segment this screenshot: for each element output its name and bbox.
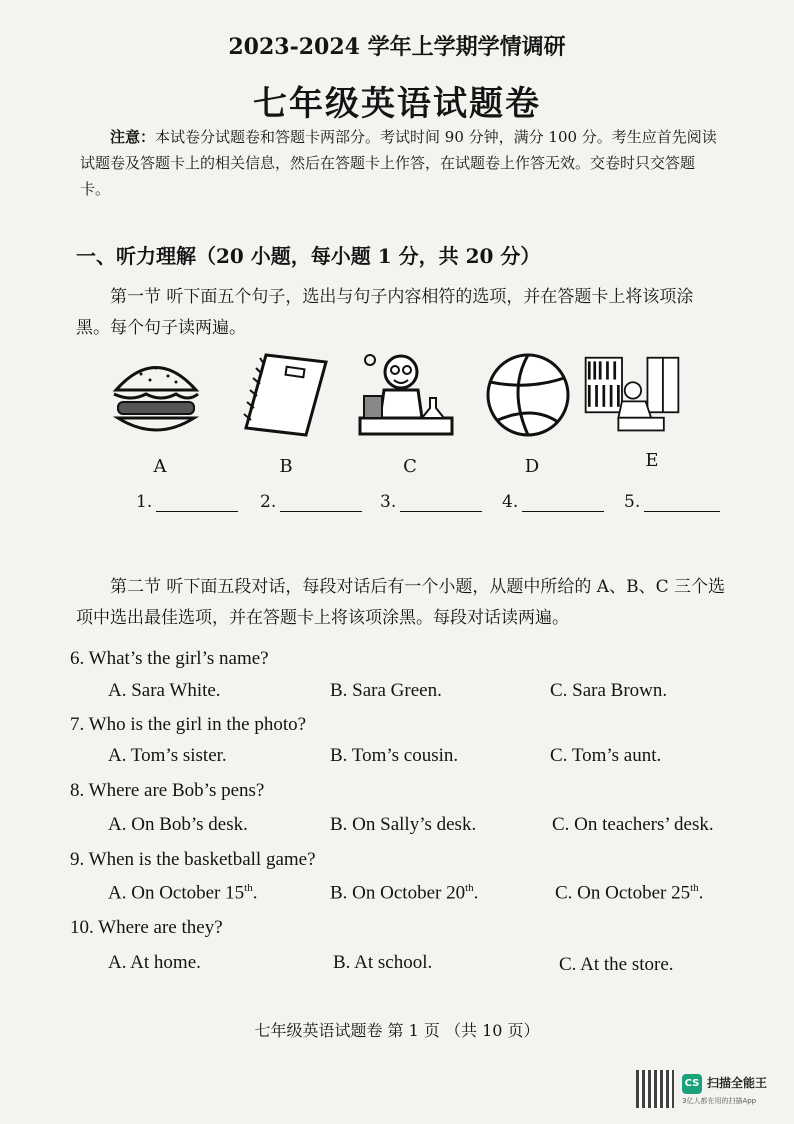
qr-code-icon xyxy=(636,1070,674,1108)
option-c: C. Sara Brown. xyxy=(550,680,668,701)
question-stem: 9. When is the basketball game? xyxy=(70,849,316,870)
notice-text: 本试卷分试题卷和答题卡两部分。考试时间 90 分钟，满分 100 分。考生应首先阅读试题卷及答题卡上的相关信息，然后在答题卡上作答，在试题卷上作答无效。交卷时只交答题卡。 xyxy=(80,128,717,198)
exam-title-main: 七年级英语试题卷 xyxy=(253,84,541,124)
option-a: A. At home. xyxy=(108,952,201,973)
picture-label-a: A xyxy=(153,456,167,477)
answer-blank: 2. xyxy=(260,492,362,512)
option-b: B. Tom’s cousin. xyxy=(330,745,459,766)
camscanner-logo-icon: CS xyxy=(682,1074,702,1094)
question-stem: 7. Who is the girl in the photo? xyxy=(70,714,307,735)
hamburger-icon xyxy=(106,350,206,440)
picture-label-b: B xyxy=(279,456,293,477)
option-c: C. Tom’s aunt. xyxy=(550,745,662,766)
answer-blank: 1. xyxy=(136,492,238,512)
notice-paragraph xyxy=(80,124,720,202)
question-stem: 6. What’s the girl’s name? xyxy=(70,648,269,669)
option-a: A. Tom’s sister. xyxy=(108,745,227,766)
scientist-icon xyxy=(356,350,456,440)
option-c: C. On teachers’ desk. xyxy=(552,814,714,835)
part1-instruction: 第一节 听下面五个句子，选出与句子内容相符的选项，并在答题卡上将该项涂黑。每个句子读两遍。 xyxy=(76,287,694,338)
section-listening-title: 一、听力理解（20 小题，每小题 1 分，共 20 分） xyxy=(76,244,541,268)
question-stem: 8. Where are Bob’s pens? xyxy=(70,780,265,801)
page-footer: 七年级英语试题卷 第 1 页 （共 10 页） xyxy=(254,1021,540,1040)
option-a: A. On October 15th. xyxy=(108,882,258,904)
answer-blank: 4. xyxy=(502,492,604,512)
answer-blank: 5. xyxy=(624,492,720,512)
answer-blank: 3. xyxy=(380,492,482,512)
part2-instruction: 第二节 听下面五段对话，每段对话后有一个小题，从题中所给的 A、B、C 三个选项中选出最佳选项，并在答题卡上将该项涂黑。每段对话读两遍。 xyxy=(76,577,725,628)
exam-title-year: 2023-2024 学年上学期学情调研 xyxy=(228,34,566,60)
option-c: C. At the store. xyxy=(559,954,674,975)
picture-label-c: C xyxy=(403,456,417,477)
notice-label: 注意： xyxy=(110,128,156,146)
option-a: A. On Bob’s desk. xyxy=(108,814,248,835)
option-a: A. Sara White. xyxy=(108,680,221,701)
question-stem: 10. Where are they? xyxy=(70,917,223,938)
notebook-icon xyxy=(236,350,336,440)
picture-label-d: D xyxy=(524,456,540,477)
option-b: B. Sara Green. xyxy=(330,680,442,701)
picture-label-e: E xyxy=(645,450,659,471)
option-b: B. On Sally’s desk. xyxy=(330,814,477,835)
scanner-app-tagline: 3亿人都在用的扫描App xyxy=(682,1097,757,1105)
volleyball-icon xyxy=(478,350,578,440)
library-reading-icon xyxy=(582,350,682,440)
option-c: C. On October 25th. xyxy=(555,882,704,904)
scanner-app-name: 扫描全能王 xyxy=(707,1076,768,1090)
option-b: B. At school. xyxy=(333,952,433,973)
option-b: B. On October 20th. xyxy=(330,882,479,904)
